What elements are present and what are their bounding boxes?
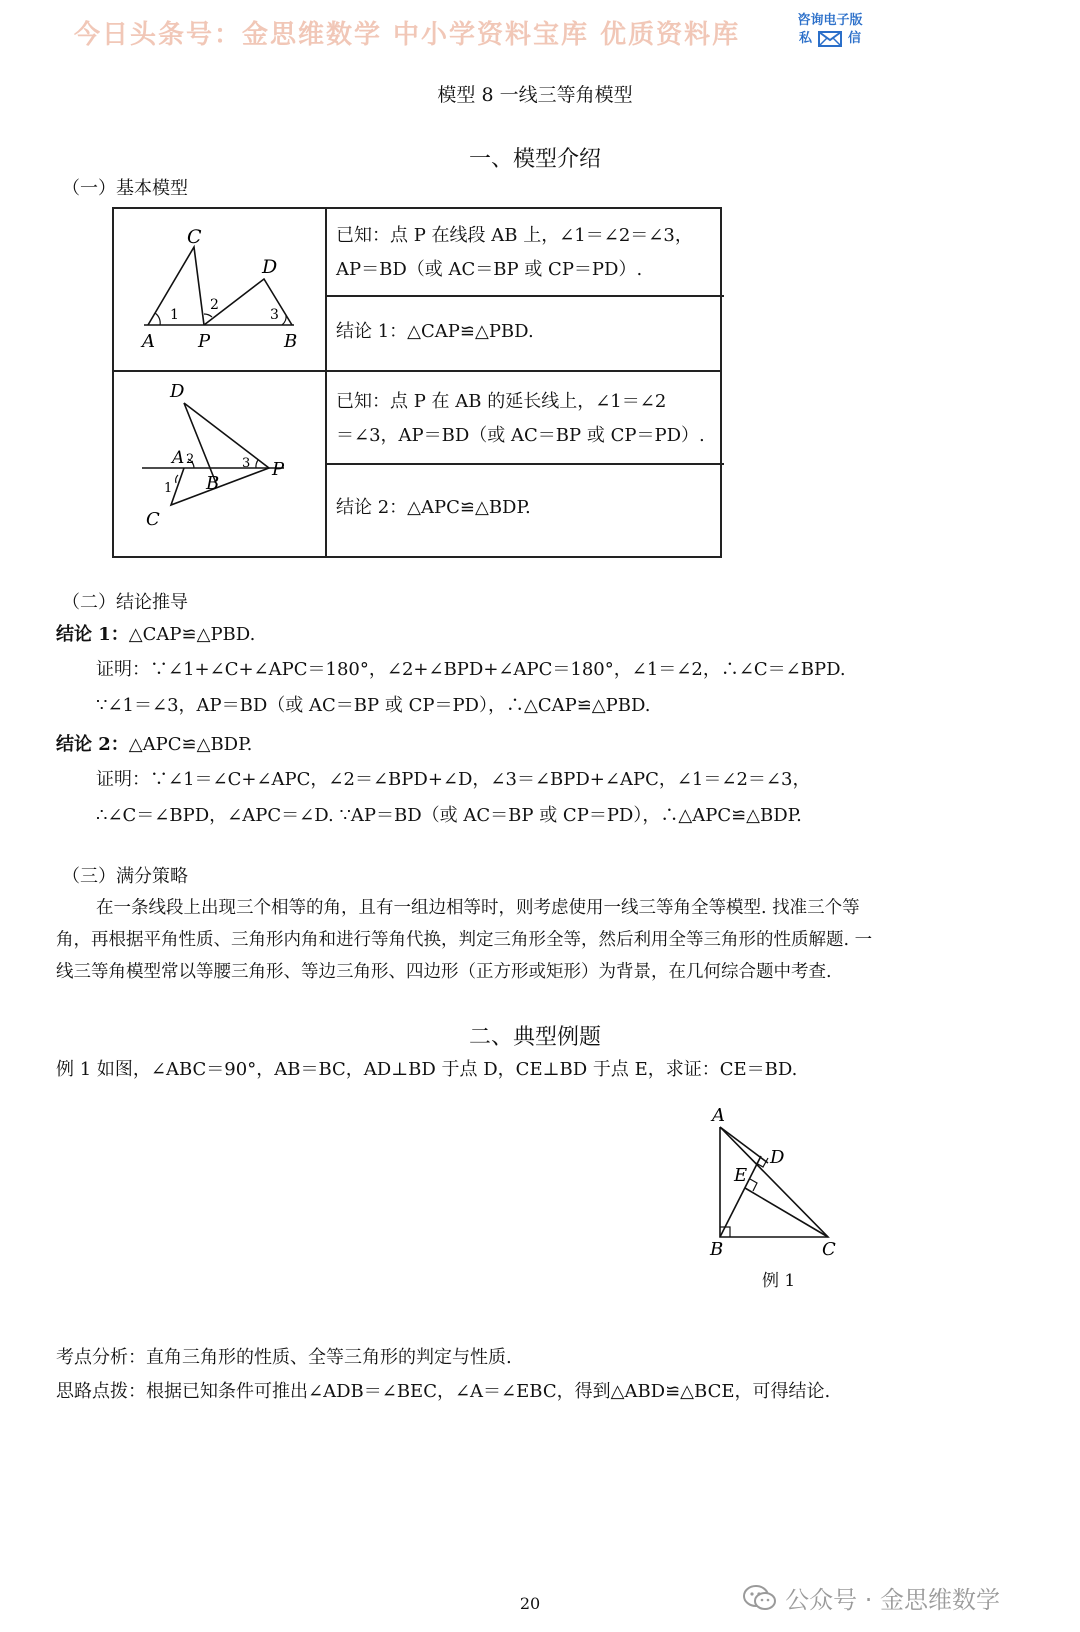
fig2-label-b: B bbox=[206, 473, 220, 494]
fig1-label-angle2: 2 bbox=[210, 297, 219, 313]
fig2-label-d: D bbox=[170, 381, 185, 402]
fig1-label-p: P bbox=[198, 331, 211, 352]
example1-figure bbox=[700, 1105, 850, 1260]
ex1-label-a: A bbox=[712, 1105, 725, 1126]
figure-one-line-three-angles-segment bbox=[124, 217, 314, 362]
hint-line: 思路点拨：根据已知条件可推出∠ADB＝∠BEC，∠A＝∠EBC，得到△ABD≌△BCE，可得结论. bbox=[56, 1381, 831, 1402]
row1-conclusion: 结论 1：△CAP≌△PBD. bbox=[336, 321, 534, 342]
conclusion1-title: 结论 1： bbox=[56, 624, 129, 645]
fig1-label-angle1: 1 bbox=[170, 307, 179, 323]
fig2-label-c: C bbox=[146, 509, 160, 530]
row1-given-line1: 已知：点 P 在线段 AB 上，∠1＝∠2＝∠3， bbox=[336, 225, 693, 246]
figure-one-line-three-angles-extension bbox=[134, 375, 314, 555]
subheading-basic-model: （一）基本模型 bbox=[62, 178, 188, 199]
subheading-strategy: （三）满分策略 bbox=[62, 866, 188, 887]
conclusion1-line bbox=[56, 617, 255, 653]
table-cell-divider-2 bbox=[325, 463, 724, 465]
fig2-label-angle3: 3 bbox=[242, 456, 251, 471]
conclusion1-proof-line2: ∵∠1＝∠3，AP＝BD（或 AC＝BP 或 CP＝PD），∴△CAP≌△PBD. bbox=[96, 695, 651, 716]
badge-left-text: 私 bbox=[798, 31, 812, 46]
conclusion2-statement: △APC≌△BDP. bbox=[128, 734, 253, 755]
fig1-label-b: B bbox=[284, 331, 298, 352]
fig1-label-a: A bbox=[142, 331, 155, 352]
conclusion2-proof-line1: 证明：∵∠1＝∠C+∠APC，∠2＝∠BPD+∠D，∠3＝∠BPD+∠APC，∠1＝∠2＝∠3， bbox=[96, 769, 811, 790]
ex1-label-d: D bbox=[770, 1147, 785, 1168]
contact-badge bbox=[790, 12, 870, 48]
row1-given-text bbox=[336, 219, 693, 287]
fig1-label-d: D bbox=[262, 256, 278, 278]
model-table bbox=[112, 207, 722, 558]
row1-given-line2: AP＝BD（或 AC＝BP 或 CP＝PD）. bbox=[336, 259, 643, 280]
fig2-label-angle1: 1 bbox=[164, 481, 173, 496]
page-title: 模型 8 一线三等角模型 bbox=[437, 84, 633, 106]
subheading-derivation: （二）结论推导 bbox=[62, 592, 188, 613]
table-divider-vertical bbox=[325, 209, 327, 556]
row2-given-line1: 已知：点 P 在 AB 的延长线上，∠1＝∠2 bbox=[336, 391, 667, 412]
mail-icon bbox=[818, 31, 842, 47]
ex1-label-b: B bbox=[710, 1239, 724, 1260]
conclusion2-line bbox=[56, 727, 252, 763]
example1-caption: 例 1 bbox=[762, 1271, 796, 1291]
table-row-divider bbox=[114, 370, 720, 372]
analysis-line: 考点分析：直角三角形的性质、全等三角形的判定与性质. bbox=[56, 1347, 512, 1368]
ex1-label-c: C bbox=[822, 1239, 836, 1260]
conclusion2-title: 结论 2： bbox=[56, 734, 129, 755]
table-cell-divider-1 bbox=[325, 295, 724, 297]
fig1-label-c: C bbox=[187, 226, 202, 248]
watermark-header: 今日头条号：金思维数学 中小学资料宝库 优质资料库 bbox=[74, 20, 741, 50]
strategy-line2: 角，再根据平角性质、三角形内角和进行等角代换，判定三角形全等，然后利用全等三角形的性质解题. 一 bbox=[56, 930, 873, 950]
conclusion2-proof-line2: ∴∠C＝∠BPD，∠APC＝∠D. ∵AP＝BD（或 AC＝BP 或 CP＝PD），∴△APC≌△BDP. bbox=[96, 805, 802, 826]
row2-conclusion: 结论 2：△APC≌△BDP. bbox=[336, 497, 531, 518]
wechat-account-name: 公众号 · 金思维数学 bbox=[785, 1586, 1000, 1614]
conclusion1-proof-line1: 证明：∵∠1+∠C+∠APC＝180°，∠2+∠BPD+∠APC＝180°，∠1＝∠2，∴∠C＝∠BPD. bbox=[96, 659, 846, 680]
badge-top-text: 咨询电子版 bbox=[797, 13, 863, 28]
page-number: 20 bbox=[519, 1594, 541, 1613]
strategy-line1: 在一条线段上出现三个相等的角，且有一组边相等时，则考虑使用一线三等角全等模型. 找准三个等 bbox=[96, 898, 860, 918]
badge-right-text: 信 bbox=[848, 31, 862, 46]
fig2-label-p: P bbox=[272, 459, 285, 480]
ex1-label-e: E bbox=[734, 1165, 748, 1186]
row2-given-line2: ＝∠3，AP＝BD（或 AC＝BP 或 CP＝PD）. bbox=[336, 425, 705, 446]
section-heading-intro: 一、模型介绍 bbox=[468, 147, 601, 172]
fig2-label-angle2: 2 bbox=[186, 452, 195, 467]
row2-given-text bbox=[336, 385, 705, 453]
conclusion1-statement: △CAP≌△PBD. bbox=[128, 624, 256, 645]
example1-statement: 例 1 如图，∠ABC＝90°，AB＝BC，AD⊥BD 于点 D，CE⊥BD 于点 E，求证：CE＝BD. bbox=[56, 1059, 798, 1080]
fig2-label-a: A bbox=[172, 448, 185, 468]
strategy-line3: 线三等角模型常以等腰三角形、等边三角形、四边形（正方形或矩形）为背景，在几何综合题中考查. bbox=[56, 962, 832, 982]
section-heading-examples: 二、典型例题 bbox=[468, 1025, 601, 1050]
fig1-label-angle3: 3 bbox=[270, 307, 279, 323]
